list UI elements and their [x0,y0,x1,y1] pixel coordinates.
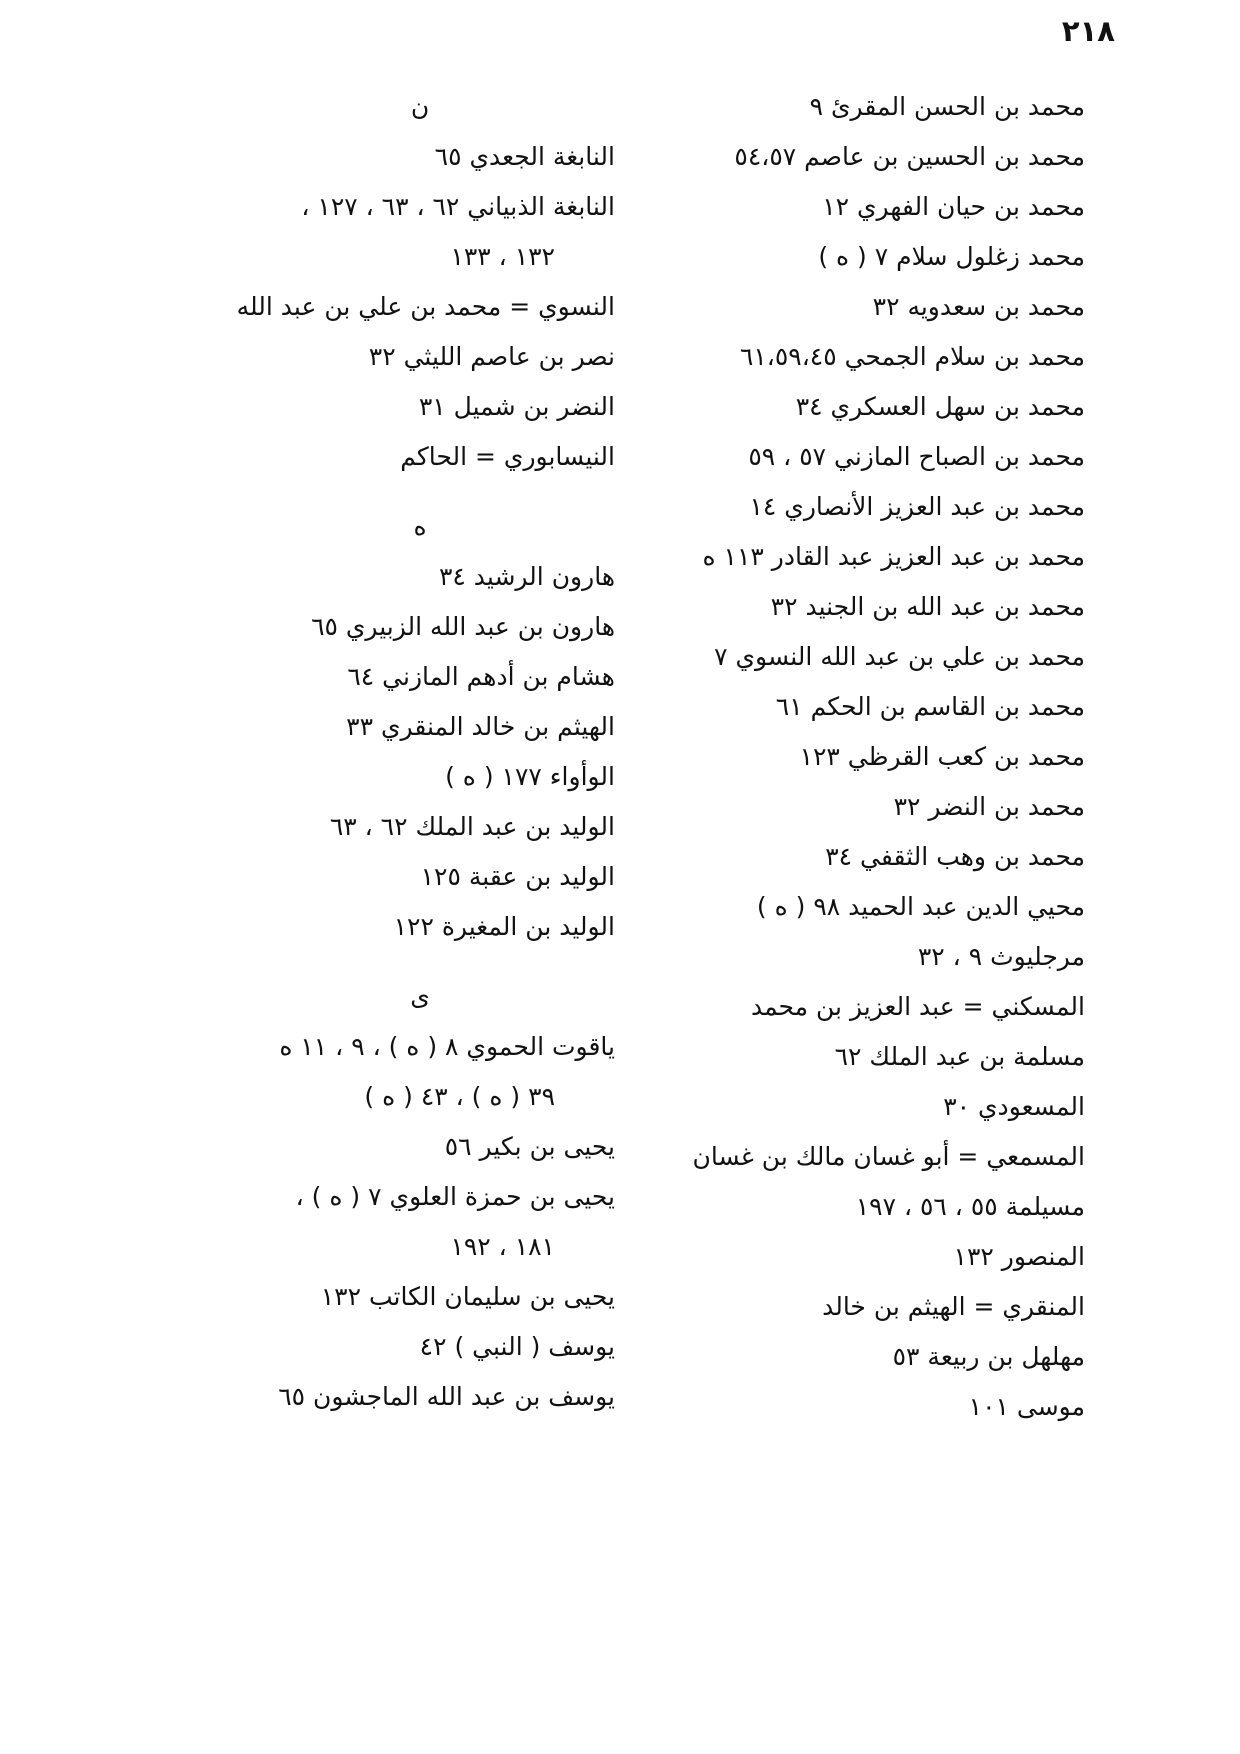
index-entry: محمد بن سعدويه ٣٢ [872,292,1085,321]
index-entry: الوأواء ١٧٧ ( ه ) [445,762,615,791]
index-entry: محمد بن وهب الثقفي ٣٤ [825,842,1085,871]
index-entry: محمد زغلول سلام ٧ ( ه ) [818,242,1085,271]
index-entry: يوسف بن عبد الله الماجشون ٦٥ [278,1382,615,1411]
index-entry: محمد بن عبد العزيز الأنصاري ١٤ [749,492,1085,521]
index-entry: النيسابوري = الحاكم [400,442,615,471]
index-entry: محمد بن حيان الفهري ١٢ [822,192,1085,221]
index-entry: محمد بن الحسين بن عاصم ٥٤،٥٧ [734,142,1085,171]
section-letter-ha: ه [413,512,427,541]
index-entry: نصر بن عاصم الليثي ٣٢ [368,342,615,371]
index-entry: محمد بن سهل العسكري ٣٤ [795,392,1085,421]
index-entry: محمد بن عبد العزيز عبد القادر ١١٣ ه [702,542,1085,571]
index-entry: محمد بن كعب القرظي ١٢٣ [799,742,1085,771]
index-entry: الوليد بن عبد الملك ٦٢ ، ٦٣ [329,812,615,841]
index-entry: يوسف ( النبي ) ٤٢ [419,1332,615,1361]
index-entry: يحيى بن بكير ٥٦ [444,1132,615,1161]
index-entry: مسلمة بن عبد الملك ٦٢ [834,1042,1085,1071]
index-entry: النسوي = محمد بن علي بن عبد الله [236,292,615,321]
index-entry: المسمعي = أبو غسان مالك بن غسان [692,1142,1085,1171]
index-entry: محمد بن سلام الجمحي ٦١،٥٩،٤٥ [739,342,1085,371]
index-entry: مهلهل بن ربيعة ٥٣ [892,1342,1085,1371]
index-entry: المسكني = عبد العزيز بن محمد [750,992,1085,1021]
index-entry: النابغة الذبياني ٦٢ ، ٦٣ ، ١٢٧ ، [301,192,615,221]
index-entry: النضر بن شميل ٣١ [418,392,615,421]
index-entry: النابغة الجعدي ٦٥ [434,142,615,171]
index-entry: الهيثم بن خالد المنقري ٣٣ [346,712,615,741]
index-entry: محيي الدين عبد الحميد ٩٨ ( ه ) [756,892,1085,921]
index-entry: مرجليوث ٩ ، ٣٢ [917,942,1085,971]
index-entry: الوليد بن عقبة ١٢٥ [420,862,615,891]
index-entry-continuation: ١٣٢ ، ١٣٣ [450,242,555,271]
index-entry: محمد بن الصباح المازني ٥٧ ، ٥٩ [748,442,1085,471]
index-entry: الوليد بن المغيرة ١٢٢ [393,912,615,941]
index-entry: محمد بن الحسن المقرئ ٩ [809,92,1085,121]
index-entry: هشام بن أدهم المازني ٦٤ [347,662,615,691]
page-number: ٢١٨ [1061,14,1115,48]
index-column-left [185,82,615,1422]
index-entry: محمد بن عبد الله بن الجنيد ٣٢ [770,592,1085,621]
index-column-right [625,82,1085,1432]
index-entry: محمد بن القاسم بن الحكم ٦١ [775,692,1085,721]
index-entry: المنصور ١٣٢ [953,1242,1085,1271]
section-letter-nun: ن [410,92,430,121]
index-entry: موسى ١٠١ [968,1392,1085,1421]
index-entry: محمد بن علي بن عبد الله النسوي ٧ [714,642,1085,671]
index-entry: المسعودي ٣٠ [943,1092,1085,1121]
index-entry-continuation: ١٨١ ، ١٩٢ [450,1232,555,1261]
index-entry: يحيى بن سليمان الكاتب ١٣٢ [320,1282,615,1311]
section-letter-ya: ى [410,982,430,1011]
index-entry: يحيى بن حمزة العلوي ٧ ( ه ) ، [295,1182,615,1211]
index-entry-continuation: ٣٩ ( ه ) ، ٤٣ ( ه ) [364,1082,555,1111]
index-entry: مسيلمة ٥٥ ، ٥٦ ، ١٩٧ [855,1192,1085,1221]
index-entry: هارون الرشيد ٣٤ [438,562,615,591]
index-entry: المنقري = الهيثم بن خالد [822,1292,1085,1321]
index-entry: محمد بن النضر ٣٢ [893,792,1085,821]
index-entry: هارون بن عبد الله الزبيري ٦٥ [311,612,615,641]
index-entry: ياقوت الحموي ٨ ( ه ) ، ٩ ، ١١ ه [279,1032,615,1061]
